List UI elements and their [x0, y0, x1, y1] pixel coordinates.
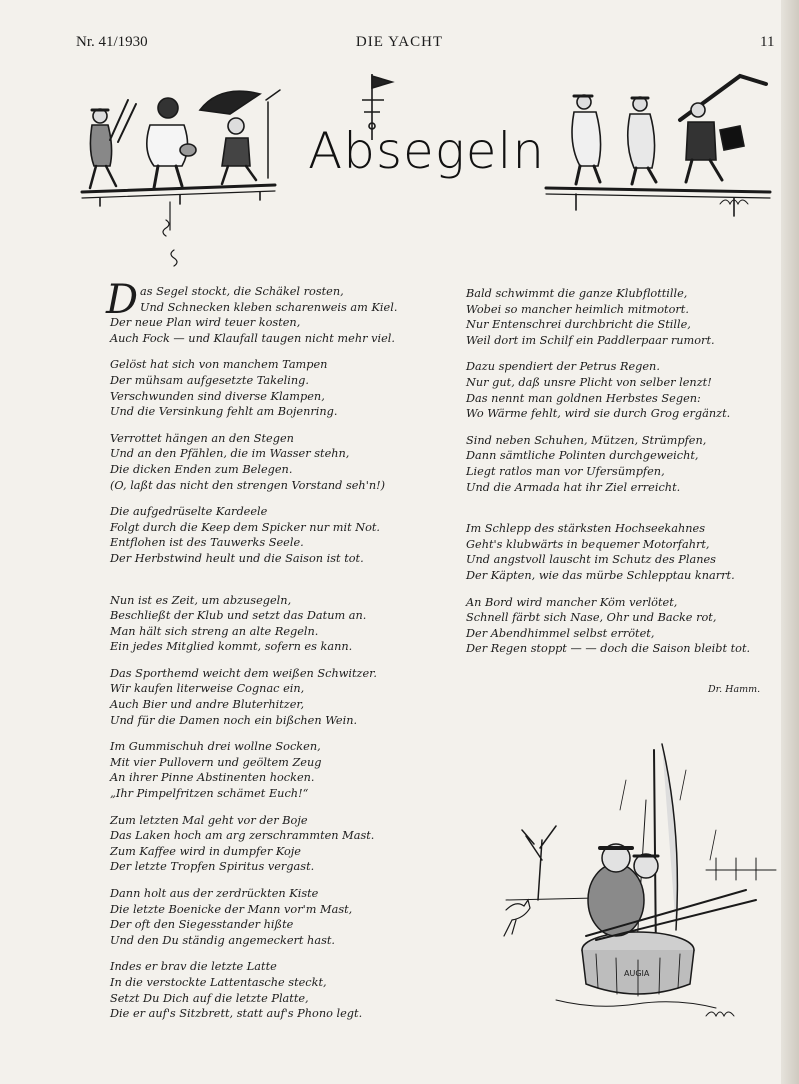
poem-line: An ihrer Pinne Abstinenten hocken.	[110, 771, 315, 785]
poem-line: Setzt Du Dich auf die letzte Platte,	[110, 991, 309, 1005]
stanza	[110, 959, 410, 1021]
poem-line: Die dicken Enden zum Belegen.	[110, 462, 293, 476]
poem-line: Der neue Plan wird teuer kosten,	[110, 316, 301, 330]
poem-line: Wobei so mancher heimlich mitmotort.	[466, 302, 689, 316]
headline-text: Absegeln	[308, 122, 546, 180]
stanza	[110, 593, 410, 655]
poem-line: Der Käpten, wie das mürbe Schlepptau knarrt.	[466, 568, 735, 582]
stanza	[466, 595, 796, 657]
poem-line: Gelöst hat sich von manchem Tampen	[110, 358, 328, 372]
header-illustration-left	[70, 80, 290, 280]
poem-line: Dazu spendiert der Petrus Regen.	[466, 360, 660, 374]
poem-line: Im Gummischuh drei wollne Socken,	[110, 740, 321, 754]
stanza	[110, 813, 410, 875]
poem-line: Die letzte Boenicke der Mann vor'm Mast,	[110, 902, 353, 916]
poem-line: Das nennt man goldnen Herbstes Segen:	[466, 391, 701, 405]
poem-line: Und angstvoll lauscht im Schutz des Planes	[466, 553, 716, 567]
poem-line: An Bord wird mancher Köm verlötet,	[466, 595, 678, 609]
stanza	[110, 504, 410, 566]
poem-line: Und für die Damen noch ein bißchen Wein.	[110, 713, 358, 727]
poem-line: Wir kaufen literweise Cognac ein,	[110, 682, 305, 696]
stanza	[110, 886, 410, 948]
magazine-title: DIE YACHT	[355, 34, 444, 50]
poem-line: Beschließt der Klub und setzt das Datum an.	[110, 609, 367, 623]
stanza	[110, 431, 410, 493]
poem-line: Geht's klubwärts in bequemer Motorfahrt,	[466, 537, 710, 551]
poem-line: Folgt durch die Keep dem Spicker nur mit Not.	[110, 520, 381, 534]
poem-line: Der Herbstwind heult und die Saison ist tot.	[110, 551, 364, 565]
poem-line: Zum Kaffee wird in dumpfer Koje	[110, 844, 301, 858]
poem-right-column	[466, 286, 796, 668]
poem-line: Bald schwimmt die ganze Klubflottille,	[466, 287, 688, 300]
stanza	[110, 739, 410, 801]
poem-line: Der letzte Tropfen Spiritus vergast.	[110, 860, 315, 874]
poem-line: Und die Armada hat ihr Ziel erreicht.	[466, 480, 681, 494]
stanza	[466, 433, 796, 495]
stanza	[110, 666, 410, 728]
header-illustration-right	[540, 70, 780, 230]
poem-line: „Ihr Pimpelfritzen schämet Euch!“	[110, 787, 309, 801]
poem-line: Sind neben Schuhen, Mützen, Strümpfen,	[466, 433, 707, 447]
poem-line: Verrottet hängen an den Stegen	[110, 431, 294, 445]
issue-number: Nr. 41/1930	[76, 34, 148, 50]
poem-line: Nun ist es Zeit, um abzusegeln,	[110, 593, 292, 607]
poem-line: Ein jedes Mitglied kommt, sofern es kann.	[110, 640, 353, 654]
poem-line: Zum letzten Mal geht vor der Boje	[110, 813, 308, 827]
boat-name: AUGIA	[624, 969, 650, 978]
stanza	[466, 359, 796, 421]
poem-line: Das Laken hoch am arg zerschrammten Mast.	[110, 829, 375, 843]
poem-line: Im Schlepp des stärksten Hochseekahnes	[466, 522, 706, 536]
poem-line: Indes er brav die letzte Latte	[110, 960, 277, 974]
poem-line: Und die Versinkung fehlt am Bojenring.	[110, 405, 338, 419]
poem-line: Mit vier Pullovern und geöltem Zeug	[110, 755, 322, 769]
bottom-illustration	[486, 740, 786, 1040]
poem-line: Nur gut, daß unsre Plicht von selber lenzt!	[466, 375, 712, 389]
poem-line: as Segel stockt, die Schäkel rosten,	[140, 285, 344, 298]
stanza	[466, 286, 796, 348]
poem-line: Verschwunden sind diverse Klampen,	[110, 389, 325, 403]
poem-line: Schnell färbt sich Nase, Ohr und Backe rot,	[466, 611, 717, 625]
stanza	[466, 521, 796, 583]
headline	[280, 118, 580, 188]
poem-line: Man hält sich streng an alte Regeln.	[110, 624, 319, 638]
poem-line: Und an den Pfählen, die im Wasser stehn,	[110, 447, 350, 461]
poem-line: Auch Fock — und Klaufall taugen nicht mehr viel.	[110, 331, 395, 345]
poem-line: Weil dort im Schilf ein Paddlerpaar rumort.	[466, 333, 715, 347]
poem-line: Die er auf's Sitzbrett, statt auf's Phono legt.	[110, 1007, 363, 1021]
poem-line: In die verstockte Lattentasche steckt,	[110, 975, 327, 989]
author-signature: Dr. Hamm.	[708, 684, 761, 695]
drop-cap: D	[106, 277, 139, 323]
poem-line: Der oft den Siegesstander hißte	[110, 918, 294, 932]
stanza	[106, 277, 410, 346]
poem-line: Der Regen stoppt — — doch die Saison bleibt tot.	[466, 642, 751, 656]
poem-line: Das Sporthemd weicht dem weißen Schwitzer.	[110, 666, 377, 680]
poem-line: (O, laßt das nicht den strengen Vorstand seh'n!)	[110, 478, 386, 492]
poem-line: Entflohen ist des Tauwerks Seele.	[110, 536, 304, 550]
poem-left-column	[106, 277, 410, 1033]
poem-line: Dann sämtliche Polinten durchgeweicht,	[466, 449, 699, 463]
poem-line: Der mühsam aufgesetzte Takeling.	[110, 373, 309, 387]
poem-line: Und den Du ständig angemeckert hast.	[110, 933, 335, 947]
poem-line: Die aufgedrüselte Kardeele	[110, 505, 268, 519]
running-header	[0, 34, 799, 54]
poem-line: Der Abendhimmel selbst errötet,	[466, 626, 655, 640]
poem-line: Wo Wärme fehlt, wird sie durch Grog ergänzt.	[466, 407, 731, 421]
poem-line: Dann holt aus der zerdrückten Kiste	[110, 887, 319, 900]
page-number: 11	[760, 34, 775, 50]
poem-line: Und Schnecken kleben scharenweis am Kiel.	[140, 300, 398, 314]
poem-line: Liegt ratlos man vor Ufersümpfen,	[466, 464, 665, 478]
stanza	[110, 357, 410, 419]
poem-line: Auch Bier und andre Bluterhitzer,	[110, 698, 305, 712]
poem-line: Nur Entenschrei durchbricht die Stille,	[466, 318, 691, 332]
